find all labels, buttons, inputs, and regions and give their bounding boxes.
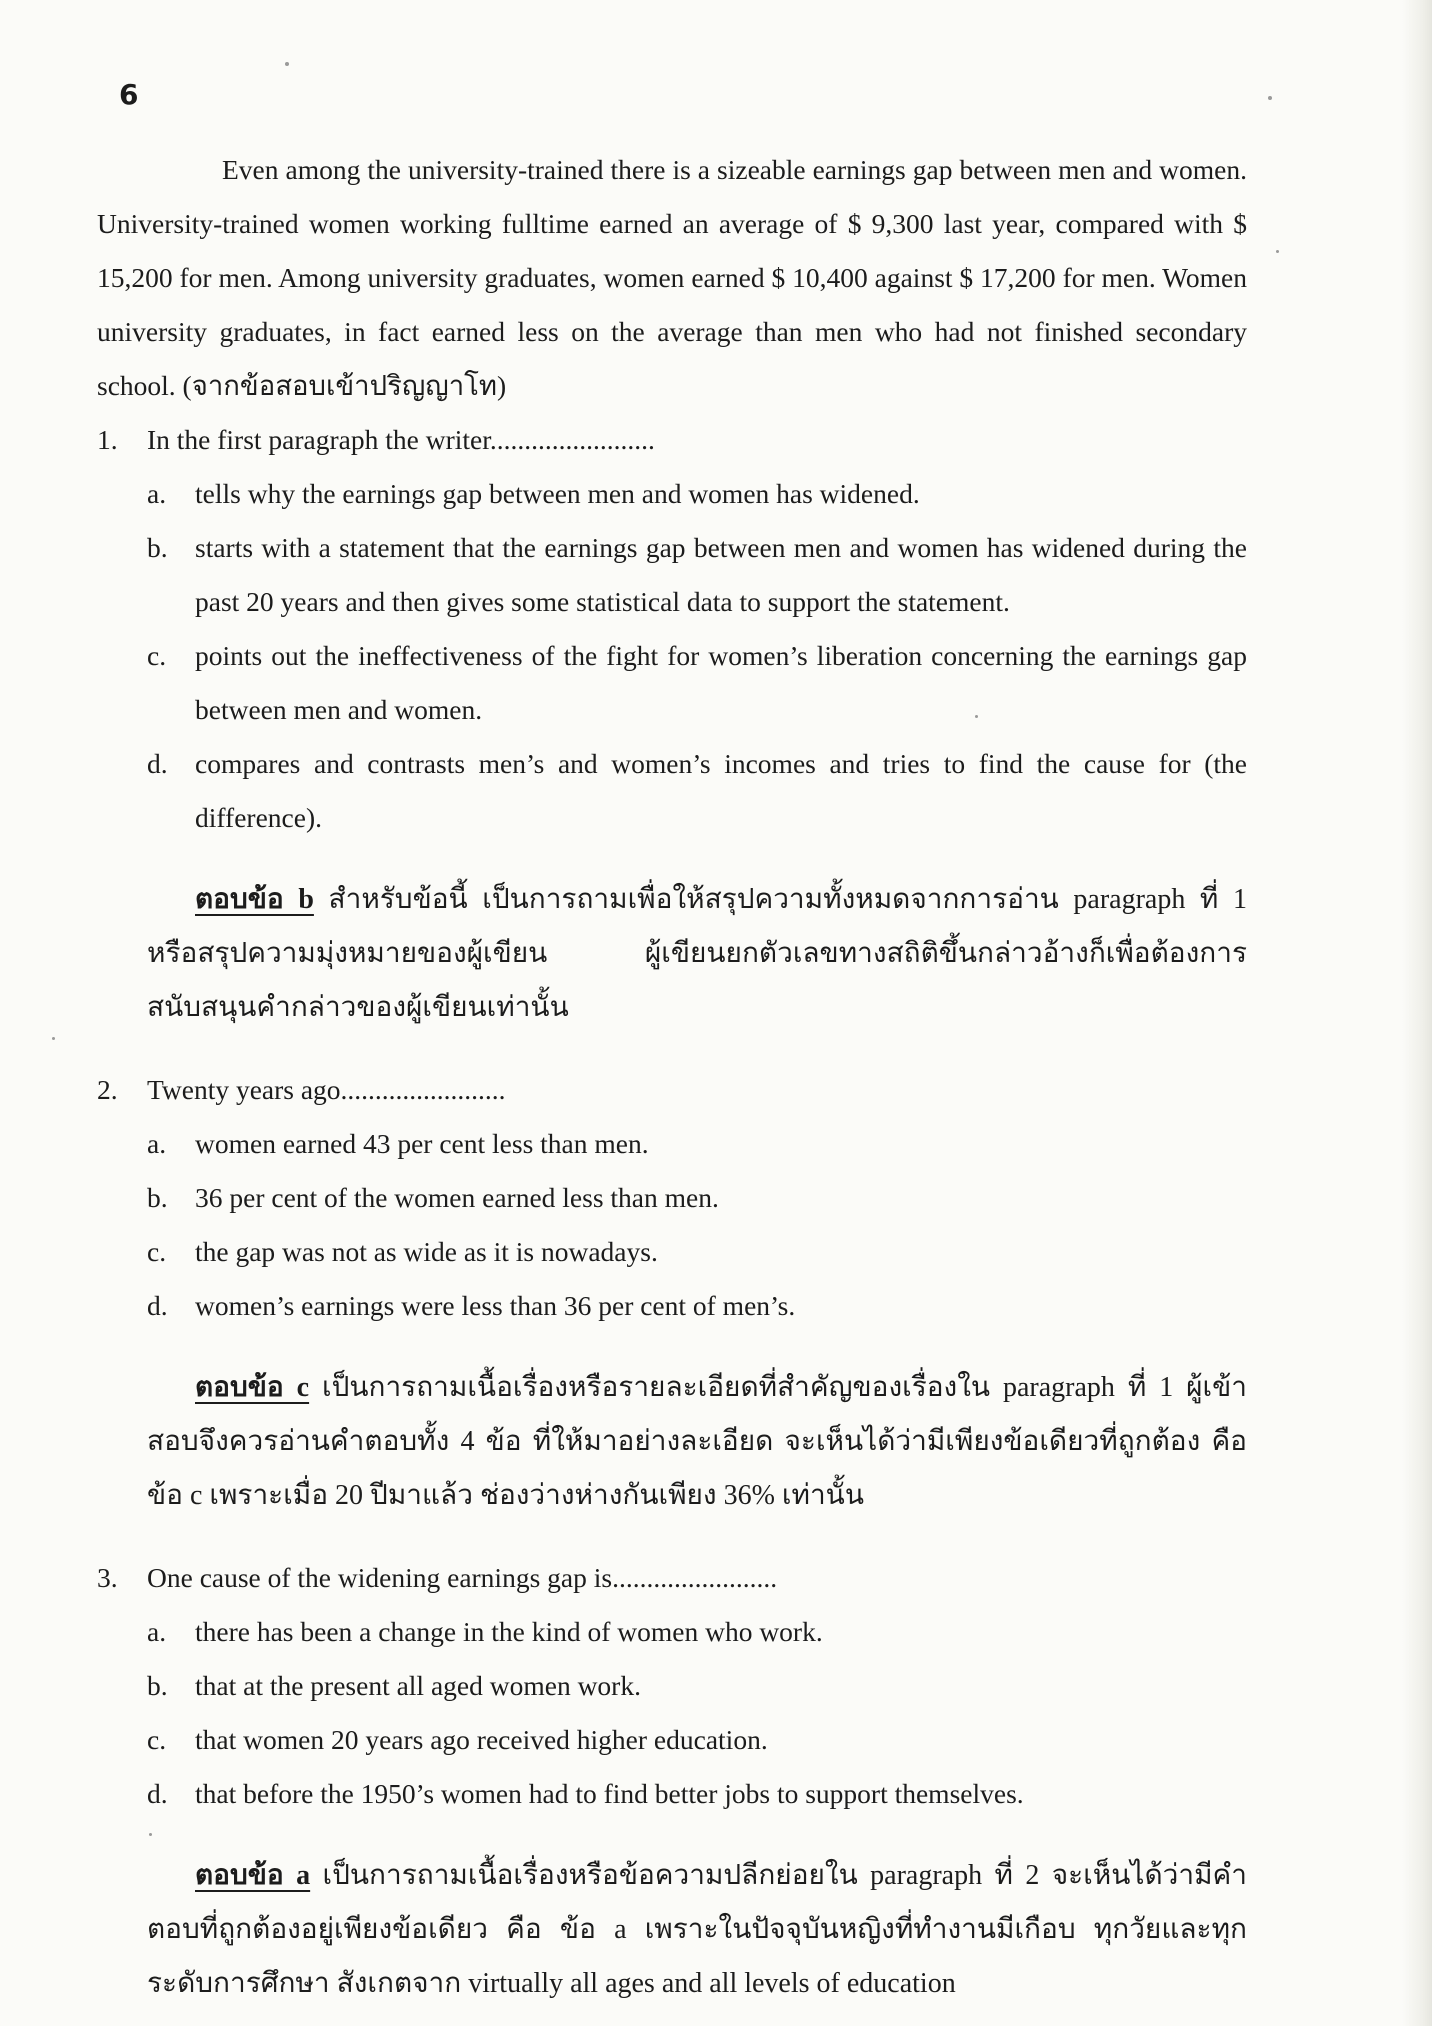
option-label: b. <box>147 532 168 563</box>
option-list <box>147 1117 1247 1333</box>
scan-speck <box>1276 250 1279 253</box>
question-number: 2. <box>97 1074 118 1105</box>
option-text: compares and contrasts men’s and women’s incomes and tries to find the cause for (the difference). <box>195 748 1247 833</box>
option-label: b. <box>147 1182 168 1213</box>
answer-text: สำหรับข้อนี้ เป็นการถามเพื่อให้สรุปความทั้งหมดจากการอ่าน paragraph ที่ 1 หรือสรุปความมุ่งหมายของผู้เขียน ผู้เขียนยกตัวเลขทางสถิติขึ้นกล่าวอ้างก็เพื่อต้องการสนับสนุนคำกล่าวของผู้เขียนเท่านั้น <box>147 884 1247 1023</box>
question-block <box>97 1551 1247 2011</box>
question-stem-row <box>97 1063 1247 1117</box>
option-item <box>147 1279 1247 1333</box>
scan-speck <box>149 1833 152 1836</box>
question-number: 3. <box>97 1562 118 1593</box>
answer-text: เป็นการถามเนื้อเรื่องหรือข้อความปลีกย่อยใน paragraph ที่ 2 จะเห็นได้ว่ามีคำตอบที่ถูกต้องอยู่เพียงข้อเดียว คือ ข้อ a เพราะในปัจจุบันหญิงที่ทำงานมีเกือบ ทุกวัยและทุกระดับการศึกษา สังเกตจาก virtually all ages and all levels of education <box>147 1860 1247 1999</box>
option-label: b. <box>147 1670 168 1701</box>
option-item <box>147 629 1247 737</box>
scan-speck <box>1268 96 1272 100</box>
option-item <box>147 521 1247 629</box>
scan-speck <box>52 1037 55 1040</box>
option-text: the gap was not as wide as it is nowadays. <box>195 1236 658 1267</box>
option-list <box>147 467 1247 845</box>
option-item <box>147 1225 1247 1279</box>
option-text: women’s earnings were less than 36 per cent of men’s. <box>195 1290 796 1321</box>
option-text: that at the present all aged women work. <box>195 1670 641 1701</box>
option-item <box>147 1659 1247 1713</box>
option-text: there has been a change in the kind of women who work. <box>195 1616 823 1647</box>
option-list <box>147 1605 1247 1821</box>
question-stem: One cause of the widening earnings gap is........................ <box>147 1562 778 1593</box>
answer-text: เป็นการถามเนื้อเรื่องหรือรายละเอียดที่สำคัญของเรื่องใน paragraph ที่ 1 ผู้เข้าสอบจึงควรอ่านคำตอบทั้ง 4 ข้อ ที่ให้มาอย่างละเอียด จะเห็นได้ว่ามีเพียงข้อเดียวที่ถูกต้อง คือข้อ c เพราะเมื่อ 20 ปีมาแล้ว ช่องว่างห่างกันเพียง 36% เท่านั้น <box>147 1372 1247 1511</box>
option-item <box>147 1767 1247 1821</box>
option-label: d. <box>147 748 168 779</box>
question-stem-row <box>97 1551 1247 1605</box>
option-item <box>147 1117 1247 1171</box>
option-text: that women 20 years ago received higher education. <box>195 1724 768 1755</box>
answer-explanation <box>147 1361 1247 1523</box>
answer-label: ตอบข้อ a <box>195 1860 311 1891</box>
question-number: 1. <box>97 424 118 455</box>
option-item <box>147 737 1247 845</box>
option-text: women earned 43 per cent less than men. <box>195 1128 649 1159</box>
option-label: c. <box>147 640 167 671</box>
question-stem-row <box>97 413 1247 467</box>
option-label: a. <box>147 1128 167 1159</box>
option-text: that before the 1950’s women had to find better jobs to support themselves. <box>195 1778 1024 1809</box>
question-stem: In the first paragraph the writer........................ <box>147 424 655 455</box>
option-label: a. <box>147 478 167 509</box>
intro-paragraph: Even among the university-trained there is a sizeable earnings gap between men and women. University-trained women working fulltime earned an average of $ 9,300 last year, compared with $ 15,200 for men. Among university graduates, women earned $ 10,400 against $ 17,200 for men. Women university graduates, in fact earned less on the average than men who had not finished secondary school. (จากข้อสอบเข้าปริญญาโท) <box>97 154 1247 401</box>
scan-speck <box>975 715 978 718</box>
option-item <box>147 1713 1247 1767</box>
question-block <box>97 1063 1247 1523</box>
answer-explanation <box>147 1849 1247 2011</box>
answer-label: ตอบข้อ b <box>195 884 314 915</box>
scan-speck <box>285 62 289 66</box>
option-label: c. <box>147 1236 167 1267</box>
option-label: a. <box>147 1616 167 1647</box>
option-label: c. <box>147 1724 167 1755</box>
option-text: tells why the earnings gap between men and women has widened. <box>195 478 920 509</box>
option-item <box>147 1171 1247 1225</box>
answer-label: ตอบข้อ c <box>195 1372 310 1403</box>
option-text: starts with a statement that the earnings gap between men and women has widened during the past 20 years and then gives some statistical data to support the statement. <box>195 532 1247 617</box>
option-label: d. <box>147 1290 168 1321</box>
scan-edge-shadow <box>1402 0 1432 2026</box>
option-item <box>147 1605 1247 1659</box>
answer-explanation <box>147 873 1247 1035</box>
option-text: 36 per cent of the women earned less than men. <box>195 1182 719 1213</box>
page-number: 6 <box>119 78 139 111</box>
page-content <box>97 143 1247 2039</box>
option-text: points out the ineffectiveness of the fight for women’s liberation concerning the earnings gap between men and women. <box>195 640 1247 725</box>
option-label: d. <box>147 1778 168 1809</box>
option-item <box>147 467 1247 521</box>
question-stem: Twenty years ago........................ <box>147 1074 506 1105</box>
question-block <box>97 413 1247 1035</box>
